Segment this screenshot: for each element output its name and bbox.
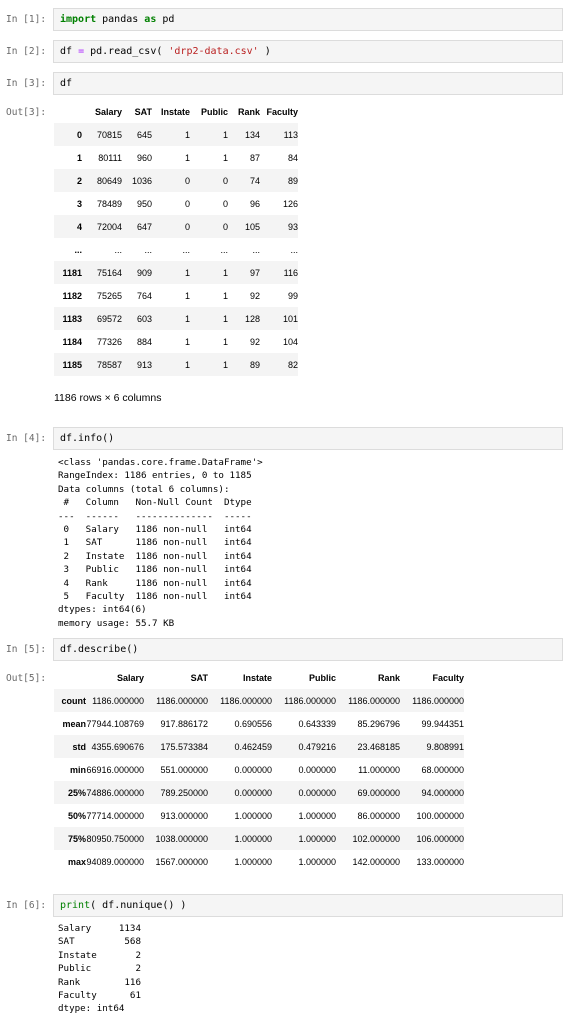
dataframe-table <box>54 101 298 376</box>
table-cell: 1 <box>222 359 228 370</box>
table-cell: 1186.000000 <box>156 695 208 706</box>
code-cell-3[interactable] <box>53 72 563 95</box>
table-row <box>54 192 298 215</box>
shape-note: 1186 rows × 6 columns <box>54 392 162 404</box>
table-cell: 1 <box>222 336 228 347</box>
table-cell: 0 <box>222 175 228 186</box>
table-cell: 66916.000000 <box>86 764 144 775</box>
table-cell: 1.000000 <box>234 856 272 867</box>
table-cell: 0 <box>222 221 228 232</box>
table-cell: 106.000000 <box>416 833 464 844</box>
row-index: 25% <box>67 787 86 798</box>
input-prompt-1: In [1]: <box>6 14 47 25</box>
table-cell: 175.573384 <box>160 741 208 752</box>
table-cell: 1186.000000 <box>412 695 464 706</box>
column-header: Faculty <box>432 673 464 683</box>
table-cell: 78489 <box>96 198 122 209</box>
table-cell: 4355.690676 <box>91 741 144 752</box>
row-index: 2 <box>76 175 82 186</box>
table-cell: ... <box>144 244 152 255</box>
table-cell: 1 <box>184 290 190 301</box>
column-header: Salary <box>94 107 122 117</box>
table-cell: 960 <box>136 152 152 163</box>
output-prompt-5: Out[5]: <box>6 673 47 684</box>
table-cell: 0 <box>222 198 228 209</box>
table-cell: 92 <box>249 336 260 347</box>
input-prompt-6: In [6]: <box>6 900 47 911</box>
table-cell: 84 <box>287 152 298 163</box>
table-cell: 86.000000 <box>357 810 400 821</box>
table-cell: 113 <box>283 129 298 140</box>
info-output: <class 'pandas.core.frame.DataFrame'> RangeIndex: 1186 entries, 0 to 1185 Data columns (total 6 columns): # Column Non-Null Count Dtype --- ------ -------------- ----- 0 Salary 1186 non-null int64 1 SAT 1186 non-null int64 2 Instate 1186 non-null int64 3 Public 1186 non-null int64 4 Rank 1186 non-null int64 5 Faculty 1186 non-null int64 dtypes: int64(6) memory usage: 55.7 KB <box>58 457 263 629</box>
table-cell: 77714.000000 <box>86 810 144 821</box>
row-index: min <box>69 764 86 775</box>
table-cell: 950 <box>136 198 152 209</box>
row-index: 1182 <box>62 290 82 301</box>
table-cell: 75164 <box>96 267 122 278</box>
table-cell: 126 <box>282 198 298 209</box>
table-cell: 99 <box>287 290 298 301</box>
table-cell: ... <box>114 244 122 255</box>
table-cell: 100.000000 <box>416 810 464 821</box>
table-cell: 0.462459 <box>234 741 272 752</box>
table-cell: 72004 <box>96 221 122 232</box>
row-index: count <box>61 695 86 706</box>
code-text: df.info() <box>60 433 115 444</box>
table-cell: 85.296796 <box>357 718 400 729</box>
table-row <box>54 215 298 238</box>
column-header: Public <box>200 107 228 117</box>
table-cell: 92 <box>249 290 260 301</box>
table-row <box>54 353 298 376</box>
table-cell: 0 <box>184 175 190 186</box>
table-cell: 884 <box>136 336 152 347</box>
row-index: 4 <box>76 221 82 232</box>
table-cell: 75265 <box>96 290 122 301</box>
column-header: Salary <box>116 673 144 683</box>
row-index: 75% <box>67 833 86 844</box>
code-text: pandas <box>96 14 145 25</box>
table-cell: 1186.000000 <box>348 695 400 706</box>
row-index: 3 <box>76 198 82 209</box>
table-row <box>54 758 464 781</box>
table-cell: 1567.000000 <box>155 856 208 867</box>
table-cell: 1 <box>222 152 228 163</box>
table-row <box>54 735 464 758</box>
code-cell-2[interactable] <box>53 40 563 63</box>
row-index: ... <box>74 244 82 255</box>
table-cell: 133.000000 <box>416 856 464 867</box>
table-cell: 0.690556 <box>234 718 272 729</box>
table-cell: 551.000000 <box>160 764 208 775</box>
table-cell: 69572 <box>96 313 122 324</box>
table-cell: 1 <box>184 129 190 140</box>
table-cell: 77326 <box>96 336 122 347</box>
table-cell: 142.000000 <box>352 856 400 867</box>
row-index: 1183 <box>62 313 82 324</box>
row-index: 50% <box>67 810 86 821</box>
table-cell: 1 <box>184 359 190 370</box>
code-text: df.describe() <box>60 644 139 655</box>
table-cell: 80649 <box>96 175 122 186</box>
output-prompt-3: Out[3]: <box>6 107 47 118</box>
column-header: Instate <box>160 107 190 117</box>
table-cell: 1 <box>184 152 190 163</box>
table-cell: ... <box>182 244 190 255</box>
table-cell: 101 <box>282 313 298 324</box>
table-cell: 1 <box>222 129 228 140</box>
column-header: Instate <box>242 673 272 683</box>
table-cell: 789.250000 <box>160 787 208 798</box>
table-cell: 68.000000 <box>421 764 464 775</box>
keyword-import: import <box>60 14 97 25</box>
table-cell: 0.643339 <box>298 718 336 729</box>
table-row <box>54 146 298 169</box>
column-header: Rank <box>377 673 400 683</box>
column-header: Rank <box>237 107 260 117</box>
table-cell: 1 <box>184 267 190 278</box>
table-cell: 645 <box>136 129 152 140</box>
table-cell: 913 <box>136 359 152 370</box>
table-cell: 0.000000 <box>298 787 336 798</box>
keyword-as: as <box>144 14 157 25</box>
table-row <box>54 307 298 330</box>
code-cell-6[interactable] <box>53 894 563 917</box>
table-cell: 70815 <box>96 129 122 140</box>
table-cell: 99.944351 <box>421 718 464 729</box>
table-cell: 104 <box>282 336 298 347</box>
table-cell: 97 <box>249 267 260 278</box>
table-cell: 1.000000 <box>298 810 336 821</box>
table-cell: 78587 <box>96 359 122 370</box>
table-cell: 87 <box>249 152 260 163</box>
table-row <box>54 781 464 804</box>
table-cell: 1 <box>222 290 228 301</box>
table-cell: 0.000000 <box>234 764 272 775</box>
table-row <box>54 123 298 146</box>
table-cell: 105 <box>244 221 260 232</box>
table-cell: 74886.000000 <box>86 787 144 798</box>
input-prompt-2: In [2]: <box>6 46 47 57</box>
code-text: df <box>60 46 79 57</box>
row-index: mean <box>62 718 86 729</box>
table-cell: 89 <box>287 175 298 186</box>
table-cell: 96 <box>249 198 260 209</box>
row-index: 0 <box>76 129 82 140</box>
table-row <box>54 261 298 284</box>
table-row <box>54 712 464 735</box>
operator-equals: = <box>78 46 85 57</box>
table-cell: 764 <box>136 290 152 301</box>
row-index: 1184 <box>62 336 82 347</box>
table-cell: 1 <box>222 267 228 278</box>
code-text: ) <box>258 46 271 57</box>
table-cell: 116 <box>283 267 298 278</box>
table-cell: 1186.000000 <box>220 695 272 706</box>
input-prompt-4: In [4]: <box>6 433 47 444</box>
table-row <box>54 284 298 307</box>
table-cell: 647 <box>136 221 152 232</box>
dataframe-header <box>54 101 298 123</box>
table-cell: 1038.000000 <box>155 833 208 844</box>
table-cell: 0.479216 <box>298 741 336 752</box>
table-cell: 74 <box>249 175 260 186</box>
row-index: 1 <box>76 152 82 163</box>
table-cell: 1036 <box>131 175 152 186</box>
describe-table <box>54 667 464 873</box>
table-cell: 1186.000000 <box>92 695 144 706</box>
table-cell: 102.000000 <box>352 833 400 844</box>
code-text: df <box>60 78 73 89</box>
column-header: Public <box>308 673 336 683</box>
table-cell: 0 <box>184 221 190 232</box>
table-cell: 603 <box>136 313 152 324</box>
table-cell: 0.000000 <box>298 764 336 775</box>
table-cell: 0 <box>184 198 190 209</box>
table-cell: 1.000000 <box>298 856 336 867</box>
code-cell-1[interactable] <box>53 8 563 31</box>
table-row <box>54 804 464 827</box>
table-cell: 1.000000 <box>234 810 272 821</box>
table-cell: 917.886172 <box>160 718 208 729</box>
table-cell: 1 <box>184 336 190 347</box>
table-cell: 89 <box>249 359 260 370</box>
table-cell: ... <box>220 244 228 255</box>
input-prompt-5: In [5]: <box>6 644 47 655</box>
describe-body <box>54 689 464 873</box>
table-cell: 93 <box>287 221 298 232</box>
table-cell: 9.808991 <box>426 741 464 752</box>
table-cell: 82 <box>287 359 298 370</box>
table-cell: 128 <box>244 313 260 324</box>
table-row <box>54 169 298 192</box>
table-row <box>54 238 298 261</box>
table-cell: 23.468185 <box>357 741 400 752</box>
table-cell: 913.000000 <box>160 810 208 821</box>
code-cell-5[interactable] <box>53 638 563 661</box>
builtin-print: print <box>60 900 91 911</box>
table-cell: ... <box>252 244 260 255</box>
table-cell: 1 <box>184 313 190 324</box>
table-cell: 11.000000 <box>358 764 400 775</box>
row-index: max <box>67 856 86 867</box>
table-cell: 80111 <box>98 152 122 163</box>
table-cell: 1.000000 <box>234 833 272 844</box>
table-row <box>54 850 464 873</box>
code-text: pd.read_csv( <box>84 46 169 57</box>
table-cell: ... <box>290 244 298 255</box>
table-cell: 69.000000 <box>357 787 400 798</box>
table-cell: 0.000000 <box>234 787 272 798</box>
row-index: 1185 <box>62 359 82 370</box>
table-cell: 1 <box>222 313 228 324</box>
table-row <box>54 689 464 712</box>
table-row <box>54 330 298 353</box>
column-header: SAT <box>190 673 208 683</box>
table-cell: 77944.108769 <box>86 718 144 729</box>
string-literal: 'drp2-data.csv' <box>168 46 259 57</box>
table-cell: 94.000000 <box>421 787 464 798</box>
index-header <box>54 667 86 689</box>
code-cell-4[interactable] <box>53 427 563 450</box>
table-cell: 1.000000 <box>298 833 336 844</box>
describe-header <box>54 667 464 689</box>
table-cell: 909 <box>136 267 152 278</box>
nunique-output: Salary 1134 SAT 568 Instate 2 Public 2 Rank 116 Faculty 61 dtype: int64 <box>58 923 141 1015</box>
code-text: ( df.nunique() ) <box>90 900 187 911</box>
input-prompt-3: In [3]: <box>6 78 47 89</box>
column-header: Faculty <box>266 107 298 117</box>
dataframe-body <box>54 123 298 376</box>
row-index: 1181 <box>62 267 82 278</box>
table-cell: 1186.000000 <box>284 695 336 706</box>
row-index: std <box>72 741 86 752</box>
code-text: pd <box>156 14 175 25</box>
table-cell: 80950.750000 <box>86 833 144 844</box>
table-cell: 94089.000000 <box>86 856 144 867</box>
index-header <box>54 101 82 123</box>
table-cell: 134 <box>244 129 260 140</box>
column-header: SAT <box>134 107 152 117</box>
table-row <box>54 827 464 850</box>
